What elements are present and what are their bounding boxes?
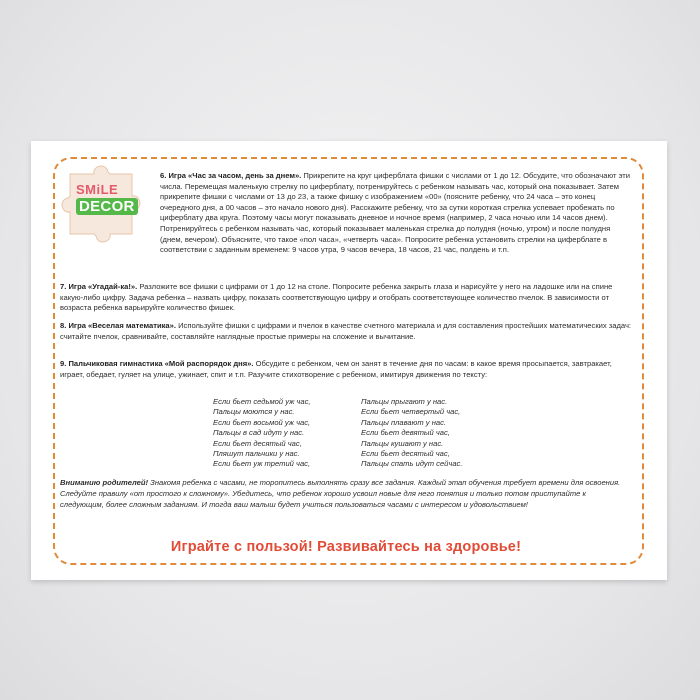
game-7-paragraph xyxy=(60,282,632,314)
parents-note-title: Вниманию родителей! xyxy=(60,478,149,487)
poem-left-column xyxy=(213,397,363,470)
logo-smile-text: SMiLE xyxy=(76,182,119,197)
poem-line: Если бьет десятый час, xyxy=(213,438,302,448)
poem-line: Пальцы кушают у нас. xyxy=(361,438,444,448)
poem-right-column xyxy=(361,397,511,470)
poem-line: Пальцы плавают у нас. xyxy=(361,417,447,427)
poem-line: Если бьет восьмой уж час, xyxy=(213,417,311,427)
poem-line: Пальцы спать идут сейчас. xyxy=(361,459,463,469)
poem-line: Пальцы прыгают у нас. xyxy=(361,397,448,406)
slogan: Играйте с пользой! Развивайтесь на здоровье! xyxy=(170,539,522,555)
poem-line: Если бьет девятый час, xyxy=(361,428,450,438)
game-8-paragraph xyxy=(60,321,632,342)
poem-line: Пляшут пальчики у нас. xyxy=(213,449,300,459)
game-9-title: 9. Пальчиковая гимнастика «Мой распорядок дня». xyxy=(60,359,254,368)
game-7-title: 7. Игра «Угадай-ка!». xyxy=(60,282,138,291)
game-9-paragraph xyxy=(60,359,632,380)
parents-note xyxy=(60,478,632,510)
poem-line: Пальцы моются у нас. xyxy=(213,407,295,417)
parents-note-body: Знакомя ребенка с часами, не торопитесь выполнять сразу все задания. Каждый этап обучения требует времени для освоения. Следуйте правилу «от простого к сложному». Убедитесь, что ребенок хорошо усвоил новые для него понятия и только потом приступайте к следующим, более сложным заданиям. И тогда ваш малыш будет учиться пользоваться часами с интересом и удовольствием! xyxy=(60,478,621,509)
game-8-body: Используйте фишки с цифрами и пчелок в качестве счетного материала и для составления простейших математических задач: считайте пчелок, сравнивайте, составляйте наглядные простые примеры на сложение и вычитание. xyxy=(60,321,632,341)
game-6-title: 6. Игра «Час за часом, день за днем». xyxy=(160,171,302,180)
poem-line: Если бьет уж третий час, xyxy=(213,459,311,469)
game-6-paragraph xyxy=(160,171,632,256)
logo-decor-text: DECOR xyxy=(76,198,138,215)
poem-line: Если бьет четвертый час, xyxy=(361,407,461,417)
game-7-body: Разложите все фишки с цифрами от 1 до 12 на столе. Попросите ребенка закрыть глаза и нарисуйте у него на ладошке или на спине какую-либо цифру. Задача ребенка – назвать цифру, показать соответствующую цифру и отобрать соответствующее количество пчелок. В зависимости от возраста ребенка варьируйте количество фишек. xyxy=(60,282,613,313)
game-8-title: 8. Игра «Веселая математика». xyxy=(60,321,176,330)
game-9-body: Обсудите с ребенком, чем он занят в течение дня по часам: в какое время просыпается, завтракает, играет, обедает, гуляет на улице, ужинает, спит и т.п. Разучите стихотворение с ребенком, имитируя движения по тексту: xyxy=(60,359,612,379)
poem-line: Если бьет десятый час, xyxy=(361,449,450,459)
poem-line: Если бьет седьмой уж час, xyxy=(213,397,311,406)
poem-line: Пальцы в сад идут у нас. xyxy=(213,428,305,438)
game-6-body: Прикрепите на круг циферблата фишки с числами от 1 до 12. Обсудите, что обозначают эти числа. Перемещая маленькую стрелку по циферблату, потренируйтесь с ребенком называть час, который она показывает. Затем прикрепите фишки с числами от 13 до 23, а также фишку с изображением «00» (поясните ребенку, что 24 часа – это конец очередного дня, а 00 часов – это начало нового дня). Расскажите ребенку, что за сутки короткая стрелка успевает пробежать по циферблату два круга. Поэтому часы могут показывать дневное и ночное время (например, 2 часа ночью или 14 часов днем). Потренируйтесь с ребенком называть час, который показывает маленькая стрелка до полудня (ночью, утром) и после полудня (днем, вечером). Объясните, что такое «пол часа», «четверть часа». Попросите ребенка установить стрелки на циферблате в соответствии с заданным временем: 9 часов утра, 9 часов вечера, 18 часов, 21 час, полдень и т.п. xyxy=(160,171,631,255)
brand-logo xyxy=(76,183,146,215)
